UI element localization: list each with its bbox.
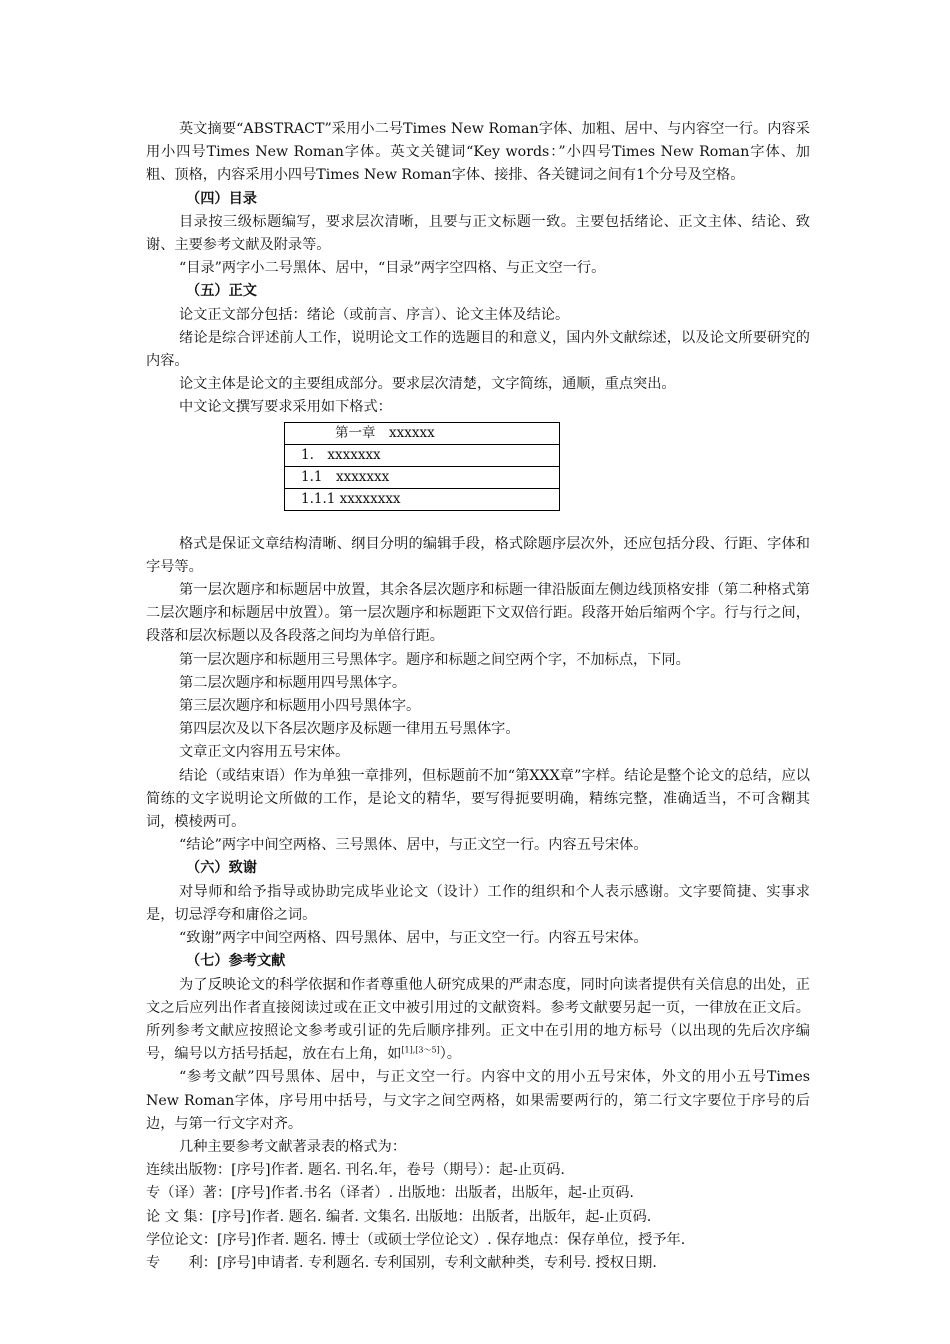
- body-paragraph-5: 格式是保证文章结构清晰、纲目分明的编辑手段，格式除题序层次外，还应包括分段、行距、字体和字号等。: [146, 535, 810, 575]
- toc-section-heading: （四）目录: [186, 190, 257, 207]
- body-paragraph-9: 第三层次题序和标题用小四号黑体字。: [179, 698, 421, 715]
- ref-paragraph-1: [146, 974, 810, 1067]
- ack-paragraph-2: “致谢”两字中间空两格、四号黑体、居中，与正文空一行。内容五号宋体。: [179, 930, 648, 947]
- body-paragraph-3: 论文主体是论文的主要组成部分。要求层次清楚，文字简练，通顺，重点突出。: [179, 376, 676, 393]
- body-paragraph-13: “结论”两字中间空两格、三号黑体、居中，与正文空一行。内容五号宋体。: [179, 837, 648, 854]
- toc-paragraph-1: 目录按三级标题编写，要求层次清晰，且要与正文标题一致。主要包括绪论、正文主体、结论、致谢、主要参考文献及附录等。: [146, 213, 810, 254]
- ack-paragraph-1: 对导师和给予指导或协助完成毕业论文（设计）工作的组织和个人表示感谢。文字要简捷、实事求是，切忌浮夸和庸俗之词。: [146, 883, 810, 923]
- ref-paragraph-1-text: 为了反映论文的科学依据和作者尊重他人研究成果的严肃态度，同时向读者提供有关信息的出处，正文之后应列出作者直接阅读过或在正文中被引用过的文献资料。参考文献要另起一页，一律放在正文后。所列参考文献应按照论文参考或引证的先后顺序排列。正文中在引用的地方标号（以出现的先后次序编号，编号以方括号括起，放在右上角，如: [146, 976, 810, 1063]
- ref-format-serial: 连续出版物：[序号]作者. 题名. 刊名.年，卷号（期号）：起-止页码.: [146, 1162, 565, 1179]
- abstract-format-paragraph: 英文摘要“ABSTRACT”采用小二号Times New Roman字体、加粗、居中、与内容空一行。内容采用小四号Times New Roman字体。英文关键词“Key words：”小四号Times New Roman字体、加粗、顶格，内容采用小四号Times New Roman字体、接排、各关键词之间有1个分号及空格。: [146, 121, 810, 184]
- ref-format-thesis: 学位论文：[序号]作者. 题名. 博士（或硕士学位论文）. 保存地点：保存单位，授予年.: [146, 1231, 686, 1248]
- body-paragraph-10: 第四层次及以下各层次题序及标题一律用五号黑体字。: [179, 721, 520, 738]
- toc-paragraph-2: “目录”两字小二号黑体、居中，“目录”两字空四格、与正文空一行。: [179, 260, 606, 277]
- ref-section-heading: （七）参考文献: [186, 953, 286, 970]
- ack-section-heading: （六）致谢: [186, 860, 257, 877]
- body-paragraph-6: 第一层次题序和标题居中放置，其余各层次题序和标题一律沿版面左侧边线顶格安排（第二种格式第二层次题序和标题居中放置）。第一层次题序和标题距下文双倍行距。段落开始后缩两个字。行与行之间，段落和层次标题以及各段落之间均为单倍行距。: [146, 582, 810, 645]
- body-paragraph-7: 第一层次题序和标题用三号黑体字。题序和标题之间空两个字，不加标点，下同。: [179, 651, 690, 668]
- body-paragraph-8: 第二层次题序和标题用四号黑体字。: [179, 674, 407, 691]
- body-section-heading: （五）正文: [186, 283, 257, 300]
- ref-format-patent: 专 利：[序号]申请者. 专利题名. 专利国别，专利文献种类，专利号. 授权日期.: [146, 1254, 657, 1271]
- citation-example-superscript: [1],[3～5]: [401, 1045, 440, 1055]
- format-example-row: 第一章 xxxxxx: [285, 422, 560, 444]
- body-paragraph-11: 文章正文内容用五号宋体。: [179, 744, 350, 761]
- format-example-table: [284, 422, 560, 511]
- ref-format-proceedings: 论 文 集：[序号]作者. 题名. 编者. 文集名. 出版地：出版者，出版年，起-止页码.: [146, 1208, 652, 1225]
- format-example-row: 1.1 xxxxxxx: [285, 466, 560, 488]
- format-example-row: 1.1.1 xxxxxxxx: [285, 488, 560, 510]
- ref-format-monograph: 专（译）著：[序号]作者.书名（译者）. 出版地：出版者，出版年，起-止页码.: [146, 1185, 634, 1202]
- ref-paragraph-3: 几种主要参考文献著录表的格式为：: [179, 1138, 407, 1155]
- ref-paragraph-1-end: ）。: [439, 1046, 461, 1063]
- body-paragraph-1: 论文正文部分包括：绪论（或前言、序言）、论文主体及结论。: [179, 306, 570, 323]
- format-example-row: 1. xxxxxxx: [285, 444, 560, 466]
- body-paragraph-2: 绪论是综合评述前人工作，说明论文工作的选题目的和意义，国内外文献综述，以及论文所要研究的内容。: [146, 329, 810, 370]
- ref-paragraph-2: “参考文献”四号黑体、居中，与正文空一行。内容中文的用小五号宋体，外文的用小五号Times New Roman字体，序号用中括号，与文字之间空两格，如果需要两行的，第二行文字要位于序号的后边，与第一行文字对齐。: [146, 1069, 810, 1132]
- body-paragraph-12: 结论（或结束语）作为单独一章排列，但标题前不加“第XXX章”字样。结论是整个论文的总结，应以简练的文字说明论文所做的工作，是论文的精华，要写得扼要明确，精练完整，准确适当，不可含糊其词，模棱两可。: [146, 767, 810, 831]
- document-content: [146, 118, 810, 1275]
- body-paragraph-4: 中文论文撰写要求采用如下格式：: [179, 399, 392, 416]
